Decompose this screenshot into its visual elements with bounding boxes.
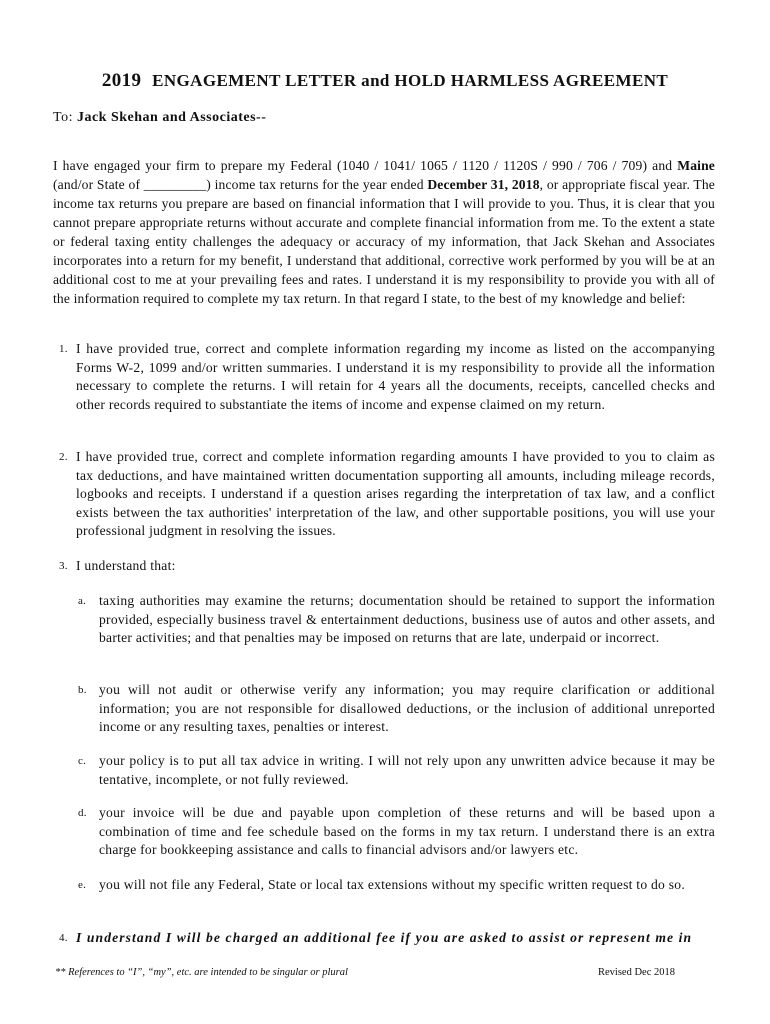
intro-part1: I have engaged your firm to prepare my Federal (1040 / 1041/ 1065 / 1120 / 1120S / 990 / 706 / 709) and	[53, 158, 673, 173]
sub-item-text: your invoice will be due and payable upon completion of these returns and will be based upon a combination of time and fee schedule based on the forms in my tax return. I understand there is an extra charge for bookkeeping assistance and calls to financial advisors and/or lawyers etc.	[99, 805, 715, 857]
list-item-3	[53, 557, 715, 576]
item-number: 2.	[59, 451, 68, 463]
item-text: I have provided true, correct and complete information regarding amounts I have provided to you to claim as tax deductions, and have maintained written documentation supporting all amounts, including mileage records, logbooks and receipts. I understand if a question arises regarding the interpretation of tax law, and a conflict exists between the tax authorities' interpretation of the law, and other supportable positions, you will use your professional judgment in resolving the issues.	[76, 449, 715, 538]
sub-item-e	[78, 876, 715, 895]
title-text: ENGAGEMENT LETTER and HOLD HARMLESS AGREEMENT	[152, 71, 669, 90]
item-number: 3.	[59, 560, 68, 572]
sub-item-b	[78, 681, 715, 737]
item-text: I understand I will be charged an additional fee if you are asked to assist or represent me in	[76, 930, 693, 945]
sub-item-label: b.	[78, 684, 87, 696]
sub-item-label: a.	[78, 595, 87, 607]
sub-item-text: you will not file any Federal, State or local tax extensions without my specific written request to do so.	[99, 877, 685, 892]
addressee-label: To:	[53, 110, 73, 125]
sub-item-d	[78, 804, 715, 860]
sub-item-text: taxing authorities may examine the returns; documentation should be retained to support the information provided, especially business travel & entertainment deductions, business use of autos and other assets, and barter activities; and that penalties may be imposed on returns that are late, underpaid or incorrect.	[99, 593, 715, 645]
sub-item-text: your policy is to put all tax advice in writing. I will not rely upon any unwritten advice because it may be tentative, incomplete, or not fully reviewed.	[99, 753, 715, 787]
list-item-2	[53, 448, 715, 541]
page-title	[0, 70, 770, 92]
footer-note: ** References to “I”, “my”, etc. are intended to be singular or plural	[55, 967, 348, 978]
sub-item-label: d.	[78, 807, 87, 819]
intro-date: December 31, 2018	[427, 177, 540, 192]
sub-item-a	[78, 592, 715, 648]
intro-part2: (and/or State of _________) income tax returns for the year ended	[53, 177, 428, 192]
list-item-1	[53, 340, 715, 414]
intro-state: Maine	[677, 158, 715, 173]
item-number: 4.	[59, 932, 68, 944]
sub-item-label: e.	[78, 879, 87, 891]
intro-paragraph	[53, 156, 715, 308]
title-year: 2019	[101, 70, 142, 91]
addressee-firm: Jack Skehan and Associates--	[76, 110, 267, 125]
intro-part3: , or appropriate fiscal year. The income tax returns you prepare are based on financial information that I will provide to you. Thus, it is clear that you cannot prepare appropriate returns without accurate and complete financial information from me. To the extent a state or federal taxing entity challenges the adequacy or accuracy of my information, that Jack Skehan and Associates incorporates into a return for my benefit, I understand that additional, corrective work performed by you will be at an additional cost to me at your prevailing fees and rates. I understand it is my responsibility to provide you with all of the information required to complete my tax return. In that regard I state, to the best of my knowledge and belief:	[53, 177, 715, 306]
footer-revised: Revised Dec 2018	[598, 967, 675, 978]
item-text: I have provided true, correct and complete information regarding my income as listed on the accompanying Forms W-2, 1099 and/or written summaries. I understand it is my responsibility to provide all the information necessary to complete the returns. I will retain for 4 years all the documents, receipts, cancelled checks and other records required to substantiate the items of income and expense claimed on my return.	[76, 341, 715, 412]
item-number: 1.	[59, 343, 68, 355]
list-item-4	[53, 929, 715, 948]
sub-item-label: c.	[78, 755, 87, 767]
addressee	[53, 110, 266, 126]
item-text: I understand that:	[76, 558, 176, 573]
sub-item-text: you will not audit or otherwise verify any information; you may require clarification or additional information; you are not responsible for disallowed deductions, or the inclusion of additional unreported income or any resulting taxes, penalties or interest.	[99, 682, 715, 734]
sub-item-c	[78, 752, 715, 789]
